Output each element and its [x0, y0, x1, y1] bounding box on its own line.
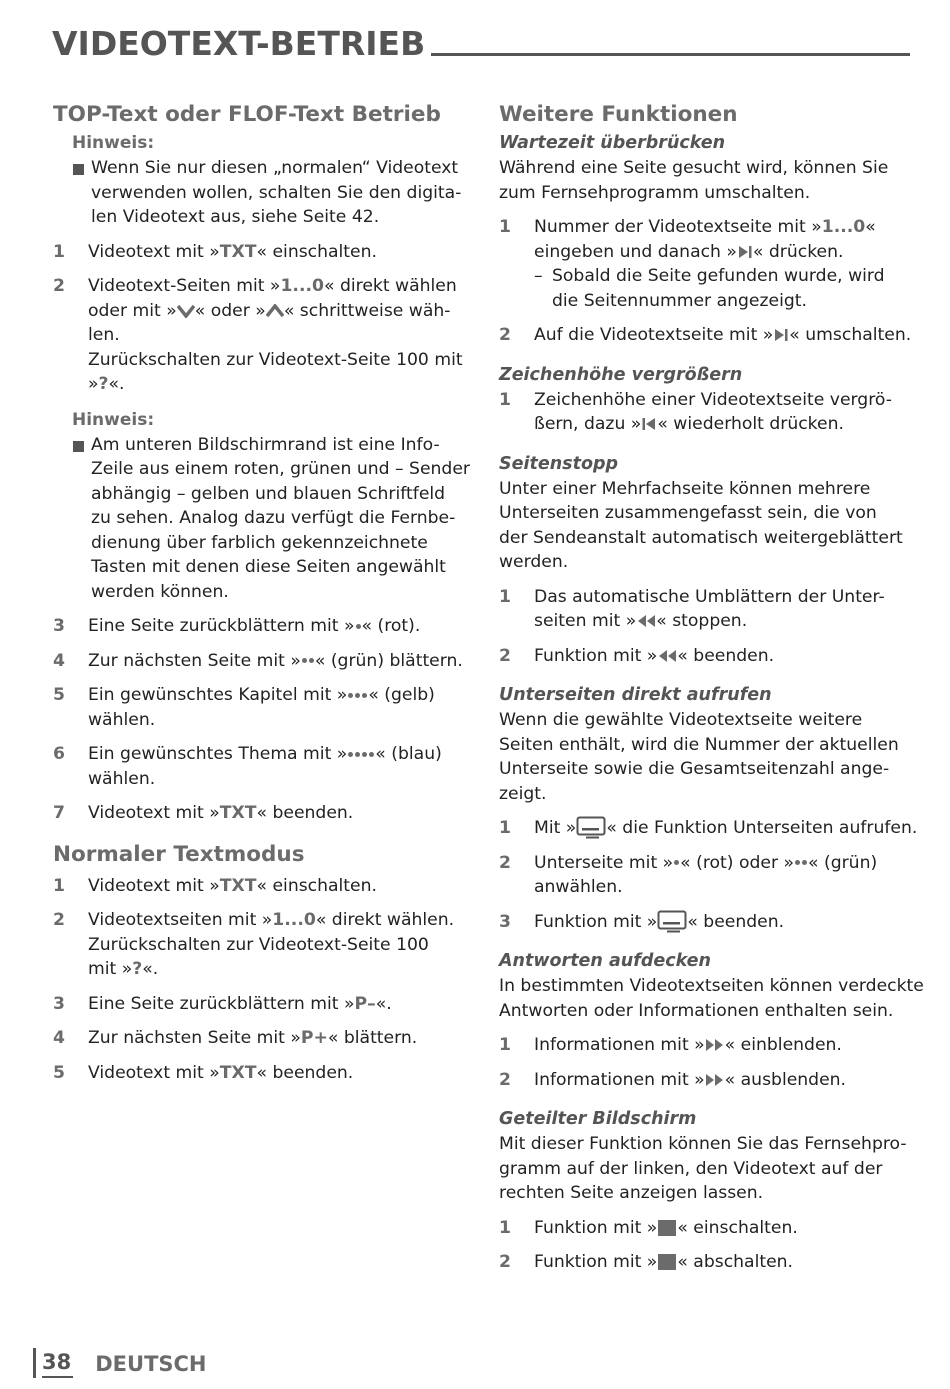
left-column	[53, 100, 468, 1085]
color-dots-icon	[301, 651, 315, 671]
subsection-title: Geteilter Bildschirm	[499, 1109, 697, 1129]
subpage-icon	[576, 816, 606, 840]
step-item: 5 Videotext mit »TXT« beenden.	[53, 1062, 354, 1083]
bullet-square-icon	[73, 164, 84, 175]
right-column: Weitere Funktionen Wartezeit überbrücken Während eine Seite gesucht wird, können Sie zum Fernsehprogramm umschalten. 1 Nummer der Videotextseite mit »1...0« eingeben und danach » « drücken. – Sobald die Seite gefunden wurde, wird die Seitennummer angezeigt. 2 Auf die Videotextseite mit » « umschalten. Zeichenhöhe vergrößern 1 Zeichenhöhe einer Videotextseite vergrö- ßern, dazu » « wiederholt drücken. Seitenstopp Unter einer Mehrfachseite können mehrere Unterseiten zusammengefasst sein, die von der Sendeanstalt automatisch weitergeblättert werden. 1 Das automatische Umblättern der Unter- seiten mit » « stoppen. 2 Funktion mit » « beenden. Unterseiten direkt aufrufen Wenn die gewählte Videotextseite weitere Seiten enthält, wird die Nummer der aktuellen Unterseite sowie die Gesamtseitenzahl ange- zeigt. 1 Mit » « die Funktion Unterseiten aufrufen. 2 Unterseite mit » « (rot) oder » « (grün) anwählen. 3 Funktion mit » « beenden. Antworten aufdecken In bestimmten Videotextseiten können verdeckte Antworten oder Informationen enthalten sein. 1 Informationen mit » « einblenden. 2 Informationen mit » « ausblenden. Geteilter Bildschirm Mit dieser Funktion können Sie das Fernsehpro- gramm auf der linken, den Videotext auf der rechten Seite anzeigen lassen. 1 Funktion mit » « einschalten. 2 Funktion mit » « abschalten.	[499, 100, 919, 1275]
step-item: 3 Funktion mit » « beenden.	[499, 911, 785, 932]
step-item: 4 Zur nächsten Seite mit »P+« blättern.	[53, 1028, 418, 1048]
color-dots-icon	[355, 616, 362, 636]
fast-forward-icon	[705, 1037, 725, 1053]
step-item: 2 Funktion mit » « abschalten.	[499, 1252, 794, 1272]
rewind-icon	[657, 648, 677, 664]
step-item: 5 Ein gewünschtes Kapitel mit » « (gelb) wählen.	[53, 685, 435, 730]
footer-bar	[33, 1348, 36, 1378]
note-heading: Hinweis:	[72, 409, 155, 430]
step-item: 1 Nummer der Videotextseite mit »1...0« eingeben und danach » « drücken. – Sobald die Seite gefunden wurde, wird die Seitennummer angezeigt.	[499, 217, 885, 311]
skip-forward-icon	[737, 244, 753, 260]
step-item: 3 Eine Seite zurückblättern mit »P–«.	[53, 993, 392, 1014]
step-item: 1 Funktion mit » « einschalten.	[499, 1217, 798, 1238]
skip-back-icon	[641, 416, 657, 432]
bullet-square-icon	[73, 441, 84, 452]
fast-forward-icon	[705, 1072, 725, 1088]
subsection-title: Wartezeit überbrücken	[499, 133, 726, 153]
step-item: 2 Auf die Videotextseite mit » « umschalten.	[499, 325, 912, 345]
step-item: 1 Mit » « die Funktion Unterseiten aufrufen.	[499, 818, 918, 838]
step-item: 2 Videotextseiten mit »1...0« direkt wählen. Zurückschalten zur Videotext-Seite 100 mit »?«.	[53, 910, 455, 979]
chevron-up-icon	[266, 304, 284, 318]
step-item: 1 Zeichenhöhe einer Videotextseite vergrö- ßern, dazu » « wiederholt drücken.	[499, 389, 892, 434]
subsection-title: Antworten aufdecken	[499, 951, 711, 971]
step-item: 7 Videotext mit »TXT« beenden.	[53, 803, 354, 823]
key-question: ?	[98, 374, 109, 394]
split-screen-icon	[657, 1253, 677, 1271]
rewind-icon	[636, 613, 656, 629]
section-title-normal-mode: Normaler Textmodus	[53, 841, 305, 867]
color-dots-icon	[347, 685, 368, 705]
page-footer	[33, 1344, 207, 1378]
note-heading: Hinweis:	[72, 133, 155, 153]
step-item: 4 Zur nächsten Seite mit » « (grün) blättern.	[53, 650, 463, 671]
step-item: 2 Informationen mit » « ausblenden.	[499, 1069, 847, 1090]
split-screen-icon	[657, 1219, 677, 1237]
step-item: 3 Eine Seite zurückblättern mit » « (rot).	[53, 616, 421, 636]
key-txt: TXT	[219, 241, 257, 262]
subpage-icon	[657, 910, 687, 934]
color-dots-icon	[794, 853, 808, 873]
color-dots-icon	[347, 744, 375, 764]
title-rule	[431, 53, 910, 56]
subsection-title: Unterseiten direkt aufrufen	[499, 685, 772, 705]
section-title-more-functions: Weitere Funktionen	[499, 102, 738, 127]
page-title: VIDEOTEXT-BETRIEB	[52, 24, 426, 63]
chevron-down-icon	[177, 304, 195, 318]
language-label: DEUTSCH	[95, 1352, 207, 1376]
section-title-top-flof: TOP-Text oder FLOF-Text Betrieb	[53, 102, 441, 127]
key-digits: 1...0	[280, 276, 324, 296]
skip-forward-icon	[773, 327, 789, 343]
step-item: 2 Videotext-Seiten mit »1...0« direkt wählen oder mit » « oder » « schrittweise wäh- len. Zurückschalten zur Videotext-Seite 100 mit »?«.	[53, 276, 463, 394]
step-item: 2 Funktion mit » « beenden.	[499, 645, 775, 666]
page-number: 38	[42, 1348, 73, 1378]
page-header	[52, 22, 910, 62]
note-bullet: Am unteren Bildschirmrand ist eine Info- Zeile aus einem roten, grünen und – Sender abhängig – gelben und blauen Schriftfeld zu sehen. Analog dazu verfügt die Fernbe- dienung über farblich gekennzeichnete Tasten mit denen diese Seiten angewählt werden können.	[53, 433, 468, 605]
step-item: 1 Das automatische Umblättern der Unter- seiten mit » « stoppen.	[499, 586, 885, 631]
subsection-title: Zeichenhöhe vergrößern	[499, 364, 743, 385]
step-item: 2 Unterseite mit » « (rot) oder » « (grün) anwählen.	[499, 852, 878, 897]
note-bullet: Wenn Sie nur diesen „normalen“ Videotext verwenden wollen, schalten Sie den digita- len Videotext aus, siehe Seite 42.	[53, 156, 468, 230]
step-item: 6 Ein gewünschtes Thema mit » « (blau) wählen.	[53, 744, 442, 789]
step-item: 1 Informationen mit » « einblenden.	[499, 1035, 842, 1055]
step-item: 1 Videotext mit »TXT« einschalten.	[53, 241, 377, 262]
subsection-title: Seitenstopp	[499, 453, 619, 474]
step-item: 1 Videotext mit »TXT« einschalten.	[53, 875, 377, 896]
